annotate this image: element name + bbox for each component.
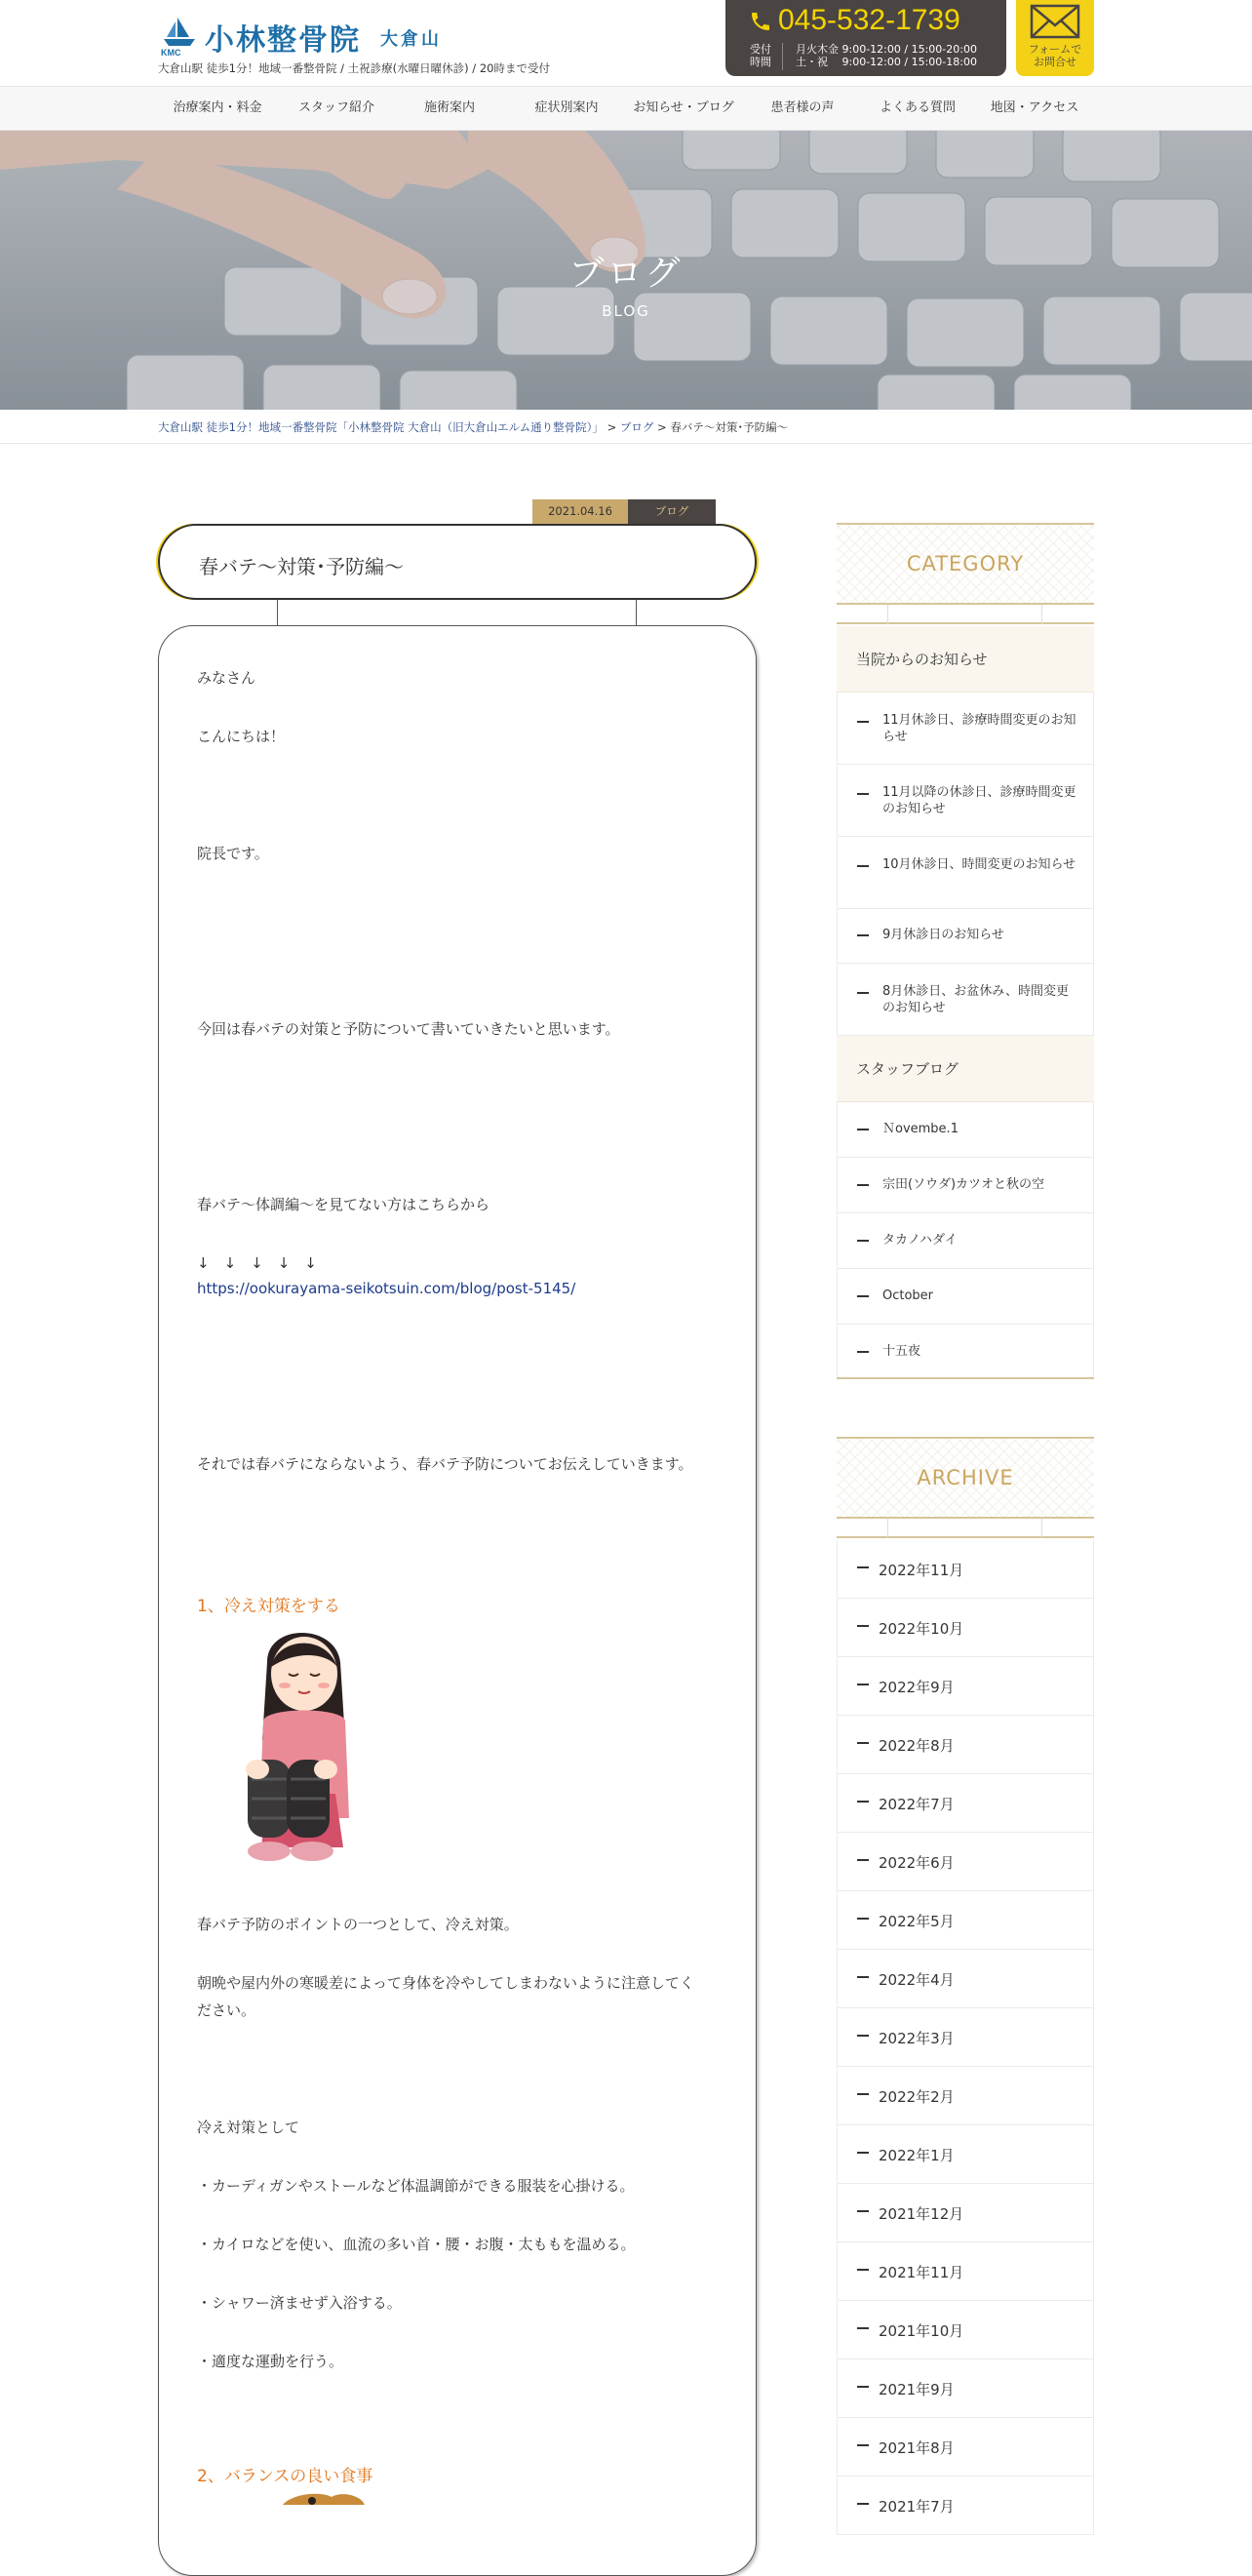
- post-paragraph: 春バテ予防のポイントの一つとして、冷え対策。: [197, 1916, 519, 1933]
- dash-icon: [857, 992, 869, 994]
- hero-title: ブログ: [568, 254, 684, 294]
- header-tagline: 大倉山駅 徒歩1分！地域一番整骨院 / 土祝診療(水曜日曜休診) / 20時まで受付: [158, 61, 550, 75]
- dash-icon: [857, 1566, 869, 1568]
- dash-icon: [857, 1801, 869, 1803]
- archive-label: 2021年8月: [879, 2439, 955, 2457]
- dash-icon: [857, 934, 869, 936]
- girl-with-leg-warmers-illustration: [228, 1623, 374, 1867]
- archive-link[interactable]: [837, 2301, 1094, 2359]
- dash-icon: [857, 1976, 869, 1978]
- phone-icon: [749, 10, 772, 33]
- category-title: CATEGORY: [906, 552, 1025, 575]
- post-date: 2021.04.16: [532, 499, 628, 524]
- site-logo[interactable]: [158, 14, 450, 57]
- sidebar-post-label: 9月休診日のお知らせ: [882, 928, 1004, 942]
- post-paragraph: みなさん: [197, 669, 256, 687]
- archive-label: 2022年5月: [879, 1913, 955, 1930]
- archive-tabs: [837, 1519, 1094, 1538]
- archive-link[interactable]: [837, 1657, 1094, 1716]
- nav-item-treatment[interactable]: 治療案内・料金: [173, 100, 262, 115]
- breadcrumb-separator: >: [653, 420, 671, 434]
- phone-box[interactable]: [725, 0, 1006, 76]
- sidebar-post-link[interactable]: [837, 837, 1094, 909]
- nav-item-voices[interactable]: 患者様の声: [770, 100, 835, 115]
- archive-label: 2022年6月: [879, 1854, 955, 1872]
- contact-form-label: フォームで お問合せ: [1028, 43, 1082, 68]
- title-connector: [636, 600, 637, 626]
- dash-icon: [857, 2503, 869, 2505]
- category-group-staff-blog[interactable]: スタッフブログ: [837, 1036, 1094, 1102]
- nav-item-news-blog[interactable]: お知らせ・ブログ: [633, 100, 734, 115]
- archive-link[interactable]: [837, 2184, 1094, 2242]
- opening-hours: 月火木金 9:00-12:00 / 15:00-20:00 土・祝 9:00-12:00 / 15:00-18:00: [796, 43, 977, 68]
- post-heading: 1、冷え対策をする: [197, 1597, 340, 1616]
- sidebar-post-link[interactable]: [837, 964, 1094, 1036]
- tab-divider: [1041, 605, 1042, 624]
- archive-label: 2021年7月: [879, 2498, 955, 2516]
- post-paragraph: それでは春バテにならないよう、春バテ予防についてお伝えしていきます。: [197, 1455, 693, 1473]
- archive-title: ARCHIVE: [917, 1466, 1014, 1489]
- dash-icon: [857, 1684, 869, 1685]
- breadcrumb: [158, 419, 788, 435]
- mail-envelope-icon: [1028, 4, 1082, 39]
- dash-icon: [857, 2035, 869, 2037]
- post-arrows: ↓ ↓ ↓ ↓ ↓: [197, 1254, 317, 1272]
- sidebar-post-link[interactable]: [837, 1325, 1094, 1379]
- nav-item-procedures[interactable]: 施術案内: [423, 100, 475, 115]
- sidebar-post-label: 宗田(ソウダ)カツオと秋の空: [882, 1177, 1045, 1192]
- nav-item-faq[interactable]: よくある質問: [879, 100, 956, 115]
- breadcrumb-divider: [0, 443, 1252, 444]
- sidebar-post-label: Ｎovembe.1: [882, 1122, 959, 1136]
- hours-divider: [782, 43, 783, 70]
- hero-banner: [0, 131, 1252, 410]
- breadcrumb-separator: >: [603, 420, 620, 434]
- tab-divider: [1041, 1519, 1042, 1538]
- nav-item-staff[interactable]: スタッフ紹介: [297, 100, 374, 115]
- dash-icon: [857, 2269, 869, 2271]
- sidebar-post-label: タカノハダイ: [882, 1233, 958, 1248]
- tab-divider: [887, 605, 888, 624]
- archive-link[interactable]: [837, 1774, 1094, 1833]
- archive-link[interactable]: [837, 2418, 1094, 2477]
- dash-icon: [857, 1295, 869, 1297]
- post-paragraph: ・適度な運動を行う。: [197, 2353, 344, 2370]
- food-illustration: [263, 2491, 380, 2505]
- sidebar-post-link[interactable]: [837, 1158, 1094, 1213]
- archive-link[interactable]: [837, 1833, 1094, 1891]
- tab-divider: [887, 1519, 888, 1538]
- archive-label: 2022年10月: [879, 1620, 964, 1638]
- archive-label: 2022年3月: [879, 2030, 955, 2047]
- sidebar-post-link[interactable]: [837, 1269, 1094, 1325]
- dash-icon: [857, 1184, 869, 1186]
- archive-label: 2022年9月: [879, 1679, 955, 1696]
- dash-icon: [857, 1351, 869, 1353]
- dash-icon: [857, 1918, 869, 1920]
- archive-label: 2021年11月: [879, 2264, 964, 2281]
- nav-item-symptoms[interactable]: 症状別案内: [534, 100, 599, 115]
- dash-icon: [857, 2210, 869, 2212]
- sidebar-post-label: 8月休診日、お盆休み、時間変更のお知らせ: [882, 984, 1070, 1015]
- hero-subtitle: BLOG: [602, 302, 650, 320]
- post-paragraph: ・カーディガンやストールなど体温調節ができる服装を心掛ける。: [197, 2177, 635, 2195]
- dash-icon: [857, 1625, 869, 1627]
- dash-icon: [857, 2444, 869, 2446]
- dash-icon: [857, 1859, 869, 1861]
- dash-icon: [857, 2386, 869, 2388]
- dash-icon: [857, 721, 869, 723]
- nav-item-access[interactable]: 地図・アクセス: [990, 100, 1079, 115]
- sidebar-post-link[interactable]: [837, 909, 1094, 964]
- archive-link[interactable]: [837, 2067, 1094, 2125]
- sidebar-post-label: 十五夜: [882, 1344, 921, 1359]
- archive-link[interactable]: [837, 1891, 1094, 1950]
- breadcrumb-home[interactable]: 大倉山駅 徒歩1分！地域一番整骨院「小林整骨院 大倉山（旧大倉山エルム通り整骨院）」: [158, 420, 604, 434]
- post-heading: 2、バランスの良い食事: [197, 2467, 373, 2486]
- post-category[interactable]: ブログ: [628, 499, 716, 524]
- archive-link[interactable]: [837, 2008, 1094, 2067]
- post-paragraph: こんにちは！: [197, 728, 286, 745]
- post-link[interactable]: https://ookurayama-seikotsuin.com/blog/post-5145/: [197, 1280, 576, 1297]
- archive-heading: [837, 1437, 1094, 1519]
- archive-label: 2022年8月: [879, 1737, 955, 1755]
- post-paragraph: 朝晩や屋内外の寒暖差によって身体を冷やしてしまわないように注意してください。: [197, 1974, 695, 2019]
- archive-link[interactable]: [837, 2359, 1094, 2418]
- dash-icon: [857, 2327, 869, 2329]
- archive-link[interactable]: [837, 2477, 1094, 2535]
- archive-label: 2021年9月: [879, 2381, 955, 2398]
- post-paragraph: 冷え対策として: [197, 2119, 300, 2136]
- archive-link[interactable]: [837, 1716, 1094, 1774]
- logo-name: 小林整骨院: [205, 23, 361, 58]
- sidebar-post-label: 10月休診日、時間変更のお知らせ: [882, 857, 1076, 872]
- sidebar-post-link[interactable]: [837, 1213, 1094, 1269]
- post-paragraph: 院長です。: [197, 845, 269, 862]
- category-tabs: [837, 605, 1094, 624]
- category-footer-line: [837, 1377, 1094, 1379]
- breadcrumb-current: 春バテ～対策･予防編～: [670, 420, 789, 434]
- archive-label: 2022年2月: [879, 2088, 955, 2106]
- dash-icon: [857, 793, 869, 795]
- sidebar-post-link[interactable]: [837, 1102, 1094, 1158]
- archive-link[interactable]: [837, 1540, 1094, 1599]
- archive-label: 2021年12月: [879, 2205, 964, 2223]
- category-heading: [837, 523, 1094, 605]
- archive-link[interactable]: [837, 2242, 1094, 2301]
- post-paragraph: 今回は春バテの対策と予防について書いていきたいと思います。: [197, 1020, 620, 1038]
- dash-icon: [857, 865, 869, 867]
- post-title: 春バテ～対策･予防編～: [199, 555, 404, 578]
- ship-logo-icon: [158, 14, 201, 57]
- sidebar-post-link[interactable]: [837, 765, 1094, 837]
- dash-icon: [857, 2093, 869, 2095]
- dash-icon: [857, 2152, 869, 2154]
- archive-label: 2021年10月: [879, 2322, 964, 2340]
- archive-label: 2022年11月: [879, 1562, 964, 1579]
- title-connector: [277, 600, 278, 626]
- global-nav: [0, 86, 1252, 131]
- dash-icon: [857, 1129, 869, 1130]
- post-title-box: [158, 524, 757, 600]
- sidebar-post-link[interactable]: [837, 693, 1094, 765]
- breadcrumb-blog[interactable]: ブログ: [619, 420, 654, 434]
- archive-link[interactable]: [837, 1599, 1094, 1657]
- archive-label: 2022年1月: [879, 2147, 955, 2164]
- site-header: [0, 0, 1252, 86]
- post-paragraph: ・カイロなどを使い、血流の多い首・腰・お腹・太ももを温める。: [197, 2236, 636, 2253]
- logo-kmc: KMC: [161, 48, 181, 57]
- archive-label: 2022年4月: [879, 1971, 955, 1989]
- sidebar-post-label: 11月以降の休診日、診療時間変更のお知らせ: [882, 785, 1076, 816]
- archive-link[interactable]: [837, 1950, 1094, 2008]
- archive-link[interactable]: [837, 2125, 1094, 2184]
- archive-label: 2022年7月: [879, 1796, 955, 1813]
- post-paragraph: 春バテ～体調編～を見てない方はこちらから: [197, 1196, 490, 1213]
- hours-label: 受付 時間: [750, 43, 771, 68]
- contact-form-button[interactable]: [1016, 0, 1094, 76]
- post-paragraph: ・シャワー済ませず入浴する。: [197, 2294, 402, 2312]
- sidebar-post-label: 11月休診日、診療時間変更のお知らせ: [882, 713, 1076, 744]
- dash-icon: [857, 1240, 869, 1242]
- dash-icon: [857, 1742, 869, 1744]
- phone-number[interactable]: 045-532-1739: [778, 4, 960, 36]
- logo-sub: 大倉山: [380, 29, 442, 50]
- category-group-notice[interactable]: 当院からのお知らせ: [837, 626, 1094, 693]
- sidebar-post-label: October: [882, 1288, 934, 1303]
